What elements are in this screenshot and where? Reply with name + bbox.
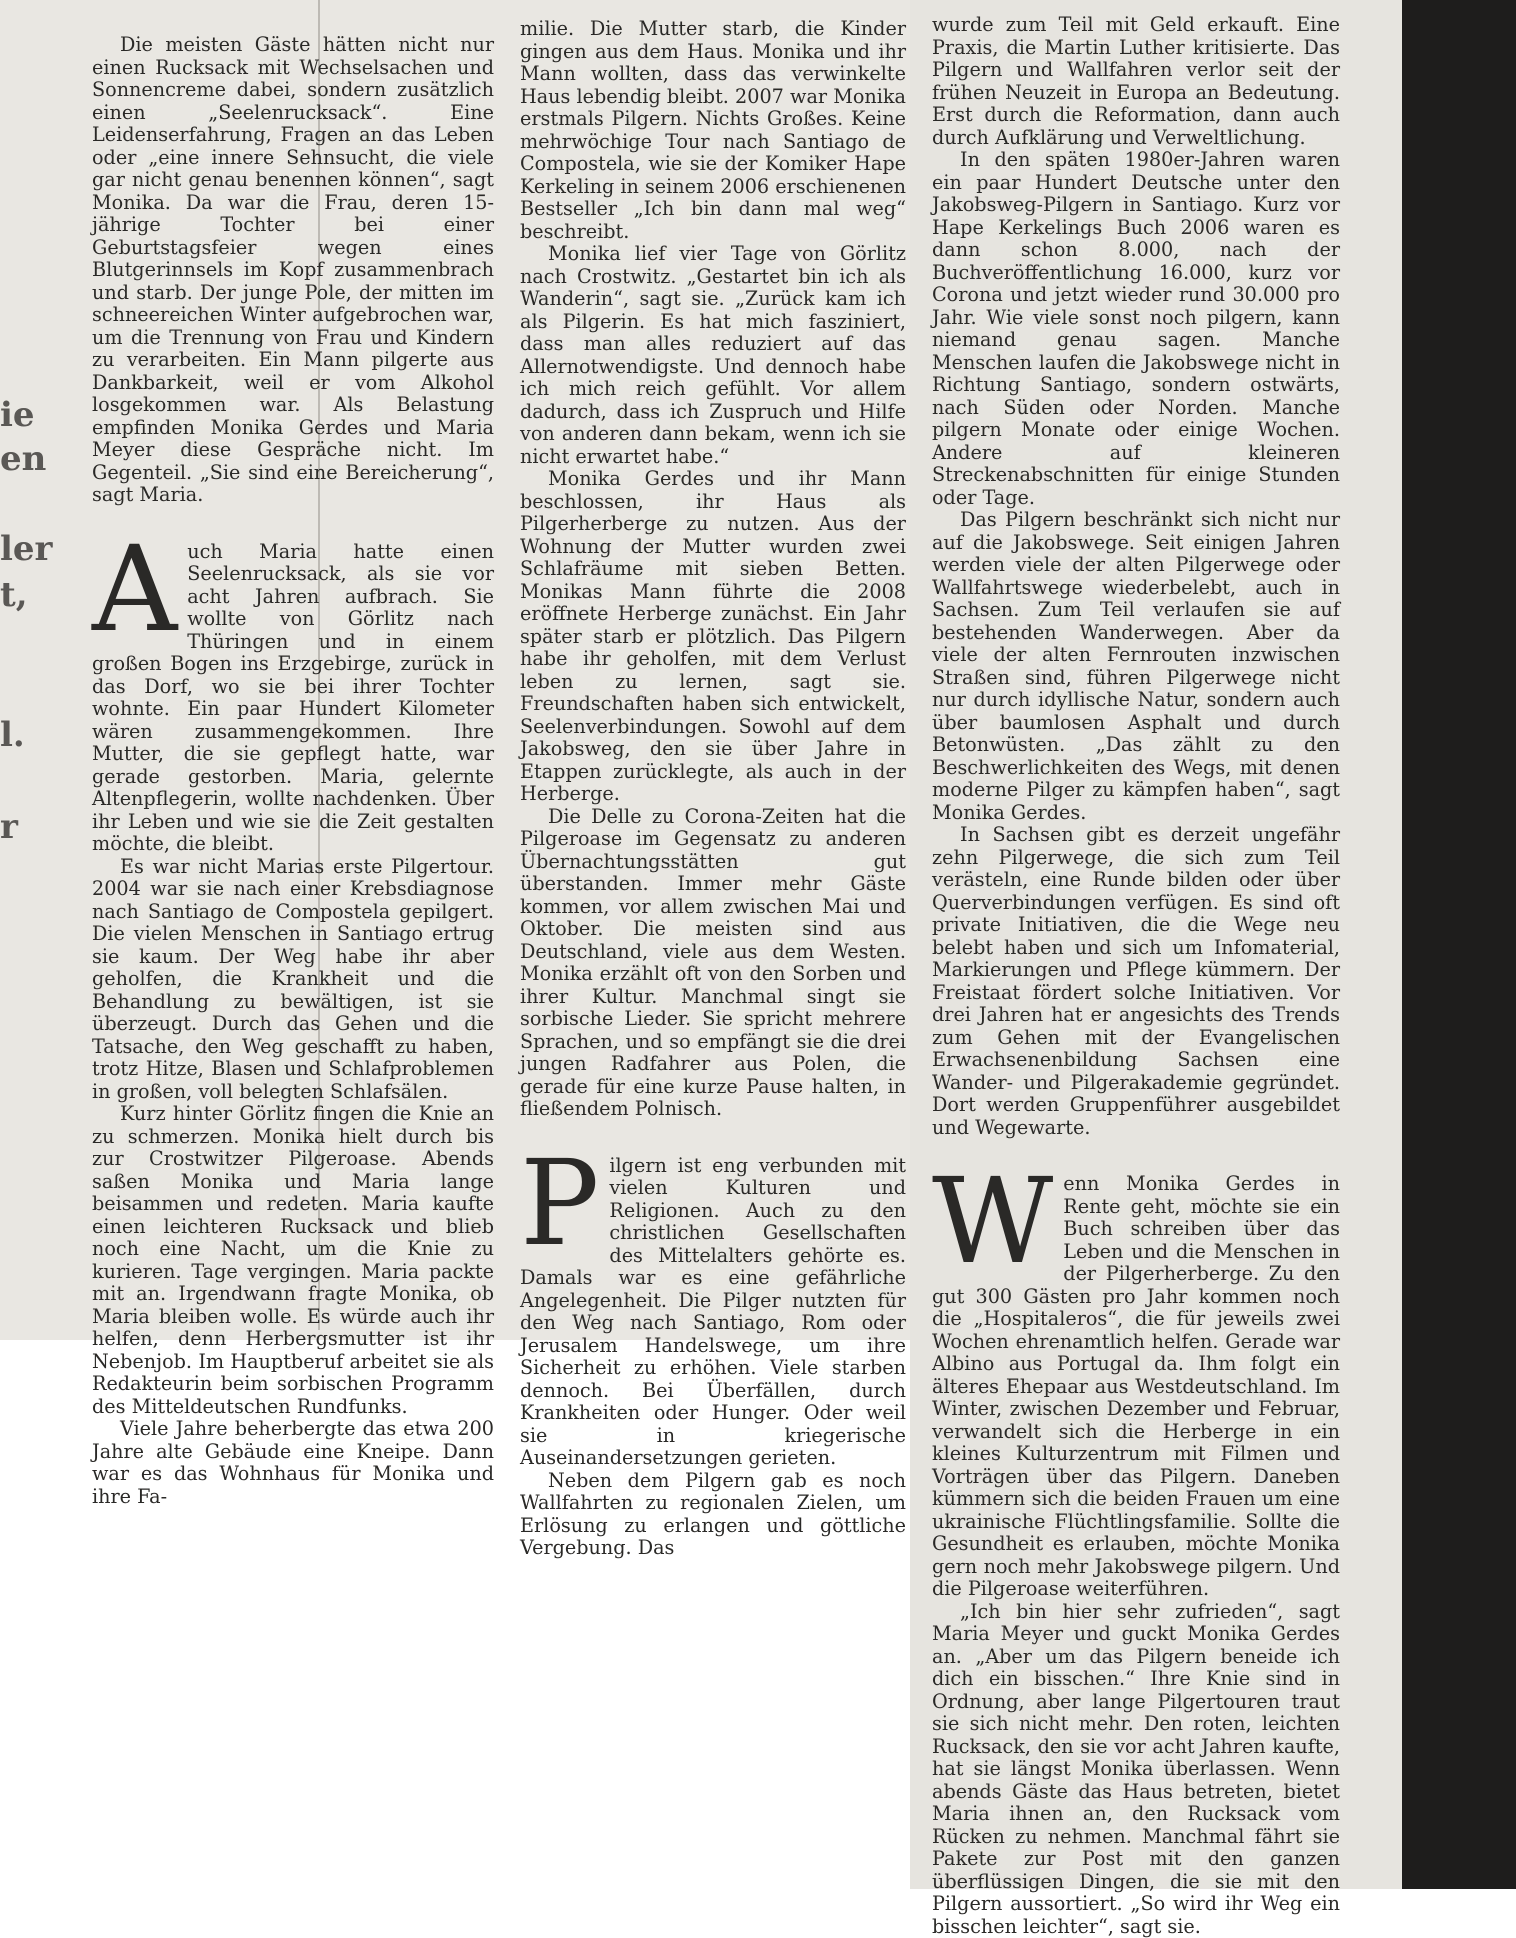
paragraph: In den späten 1980er-Jahren waren ein paar Hundert Deutsche unter den Jakobsweg-Pilgern in Santiago. Kurz vor Hape Kerkelings Buch 2006 waren es dann schon 8.000, nach der Buchveröffentlichung 16.000, kurz vor Corona und jetzt wieder rund 30.000 pro Jahr. Wie viele sonst noch pilgern, kann niemand genau sagen. Manche Menschen laufen die Jakobswege nicht in Richtung Santiago, sondern ostwärts, nach Süden oder Norden. Manche pilgern Monate oder einige Wochen. Andere auf kleineren Streckenabschnitten für einige Stunden oder Tage.	[932, 149, 1340, 509]
paragraph: In Sachsen gibt es derzeit ungefähr zehn Pilgerwege, die sich zum Teil verästeln, eine Runde bilden oder über Querverbindungen verfügen. Es sind oft private Initiativen, die die Wege neu belebt haben und sich um Infomaterial, Markierungen und Pflege kümmern. Der Freistaat fördert solche Initiativen. Vor drei Jahren hat er angesichts des Trends zum Gehen mit der Evangelischen Erwachsenenbildung Sachsen eine Wander- und Pilgerakademie gegründet. Dort werden Gruppenführer ausgebildet und Wegewarte.	[932, 824, 1340, 1139]
paragraph: Es war nicht Marias erste Pilgertour. 2004 war sie nach einer Krebsdiagnose nach Santiago de Compostela gepilgert. Die vielen Menschen in Santiago ertrug sie kaum. Der Weg habe ihr aber geholfen, die Krankheit und die Behandlung zu bewältigen, ist sie überzeugt. Durch das Gehen und die Tatsache, den Weg geschafft zu haben, trotz Hitze, Blasen und Schlafproblemen in großen, voll belegten Schlafsälen.	[92, 856, 494, 1104]
bleed-text: en	[0, 442, 50, 476]
paragraph: Die Delle zu Corona-Zeiten hat die Pilgeroase im Gegensatz zu anderen Übernachtungsstätten gut überstanden. Immer mehr Gäste kommen, vor allem zwischen Mai und Oktober. Die meisten sind aus Deutschland, viele aus dem Westen. Monika erzählt oft von den Sorben und ihrer Kultur. Manchmal singt sie sorbische Lieder. Sie spricht mehrere Sprachen, und so empfängt sie die drei jungen Radfahrer aus Polen, die gerade für eine kurze Pause halten, in fließendem Polnisch.	[520, 806, 906, 1121]
article-column-2	[520, 18, 906, 1560]
paragraph: Viele Jahre beherbergte das etwa 200 Jahre alte Gebäude eine Kneipe. Dann war es das Wohnhaus für Monika und ihre Fa-	[92, 1418, 494, 1508]
drop-cap: A	[92, 543, 177, 635]
paragraph: Monika lief vier Tage von Görlitz nach Crostwitz. „Gestartet bin ich als Wanderin“, sagt sie. „Zurück kam ich als Pilgerin. Es hat mich fasziniert, dass man alles reduziert auf das Allernotwendigste. Und dennoch habe ich mich reich gefühlt. Vor allem dadurch, dass ich Zuspruch und Hilfe von anderen dann bekam, wenn ich sie nicht erwartet habe.“	[520, 243, 906, 468]
article-column-3	[932, 14, 1340, 1938]
paragraph-text: uch Maria hatte einen Seelenrucksack, als sie vor acht Jahren aufbrach. Sie wollte von Görlitz nach Thüringen und in einem großen Bogen ins Erzgebirge, zurück in das Dorf, wo sie bei ihrer Tochter wohnte. Ein paar Hundert Kilometer wären zusammengekommen. Ihre Mutter, die sie gepflegt hatte, war gerade gestorben. Maria, gelernte Altenpflegerin, wollte nachdenken. Über ihr Leben und wie sie die Zeit gestalten möchte, die bleibt.	[92, 540, 494, 856]
paragraph: „Ich bin hier sehr zufrieden“, sagt Maria Meyer und guckt Monika Gerdes an. „Aber um das Pilgern beneide ich dich ein bisschen.“ Ihre Knie sind in Ordnung, aber lange Pilgertouren traut sie sich nicht mehr. Den roten, leichten Rucksack, den sie vor acht Jahren kaufte, hat sie längst Monika überlassen. Wenn abends Gäste das Haus betreten, bietet Maria ihnen an, den Rucksack vom Rücken zu nehmen. Manchmal fährt sie Pakete zur Post mit den ganzen überflüssigen Dingen, die sie mit den Pilgern aussortiert. „So wird ihr Weg ein bisschen leichter“, sagt sie.	[932, 1601, 1340, 1938]
paragraph: Kurz hinter Görlitz fingen die Knie an zu schmerzen. Monika hielt durch bis zur Crostwitzer Pilgeroase. Abends saßen Monika und Maria lange beisammen und redeten. Maria kaufte einen leichteren Rucksack und blieb noch eine Nacht, um die Knie zu kurieren. Tage vergingen. Maria packte mit an. Irgendwann fragte Monika, ob Maria bleiben wolle. Es würde auch ihr helfen, denn Herbergsmutter ist ihr Nebenjob. Im Hauptberuf arbeitet sie als Redakteurin beim sorbischen Programm des Mitteldeutschen Rundfunks.	[92, 1103, 494, 1418]
bleed-text: ie	[0, 398, 50, 432]
paragraph	[92, 541, 494, 856]
paragraph-text: ilgern ist eng verbunden mit vielen Kulturen und Religionen. Auch zu den christlichen Gesellschaften des Mittelalters gehörte es. Damals war es eine gefährliche Angelegenheit. Die Pilger nutzten für den Weg nach Santiago, Rom oder Jerusalem Handelswege, um ihre Sicherheit zu erhöhen. Viele starben dennoch. Bei Überfällen, durch Krankheiten oder Hunger. Oder weil sie in kriegerische Auseinandersetzungen gerieten.	[520, 1154, 906, 1470]
bleed-text: r	[0, 810, 50, 844]
paragraph: milie. Die Mutter starb, die Kinder gingen aus dem Haus. Monika und ihr Mann wollten, dass das verwinkelte Haus lebendig bleibt. 2007 war Monika erstmals Pilgern. Nichts Großes. Keine mehrwöchige Tour nach Santiago de Compostela, wie sie der Komiker Hape Kerkeling in seinem 2006 erschienenen Bestseller „Ich bin dann mal weg“ beschreibt.	[520, 18, 906, 243]
bleed-text: ler	[0, 532, 50, 566]
paragraph	[932, 1173, 1340, 1601]
article-column-1	[92, 34, 494, 1508]
bleed-text: l.	[0, 718, 50, 752]
paragraph: Neben dem Pilgern gab es noch Wallfahrten zu regionalen Zielen, um Erlösung zu erlangen und göttliche Vergebung. Das	[520, 1470, 906, 1560]
paragraph: wurde zum Teil mit Geld erkauft. Eine Praxis, die Martin Luther kritisierte. Das Pilgern und Wallfahren verlor seit der frühen Neuzeit in Europa an Bedeutung. Erst durch die Reformation, dann auch durch Aufklärung und Verweltlichung.	[932, 14, 1340, 149]
paragraph: Das Pilgern beschränkt sich nicht nur auf die Jakobswege. Seit einigen Jahren werden viele der alten Pilgerwege oder Wallfahrtswege wiederbelebt, auch in Sachsen. Zum Teil verlaufen sie auf bestehenden Wanderwegen. Aber da viele der alten Fernrouten inzwischen Straßen sind, führen Pilgerwege nicht nur durch idyllische Natur, sondern auch über baumlosen Asphalt und durch Betonwüsten. „Das zählt zu den Beschwerlichkeiten des Wegs, mit denen moderne Pilger zu kämpfen haben“, sagt Monika Gerdes.	[932, 509, 1340, 824]
paragraph	[520, 1155, 906, 1470]
drop-cap: W	[932, 1175, 1053, 1267]
drop-cap: P	[520, 1157, 599, 1249]
paragraph: Monika Gerdes und ihr Mann beschlossen, ihr Haus als Pilgerherberge zu nutzen. Aus der Wohnung der Mutter wurden zwei Schlafräume mit sieben Betten. Monikas Mann führte die 2008 eröffnete Herberge zunächst. Ein Jahr später starb er plötzlich. Das Pilgern habe ihr geholfen, mit dem Verlust leben zu lernen, sagt sie. Freundschaften haben sich entwickelt, Seelenverbindungen. Sowohl auf dem Jakobsweg, den sie über Jahre in Etappen zurücklegte, als auch in der Herberge.	[520, 468, 906, 806]
paragraph: Die meisten Gäste hätten nicht nur einen Rucksack mit Wechselsachen und Sonnencreme dabei, sondern zusätzlich einen „Seelenrucksack“. Eine Leidenserfahrung, Fragen an das Leben oder „eine innere Sehnsucht, die viele gar nicht genau benennen können“, sagt Monika. Da war die Frau, deren 15-jährige Tochter bei einer Geburtstagsfeier wegen eines Blutgerinnsels im Kopf zusammenbrach und starb. Der junge Pole, der mitten im schneereichen Winter aufgebrochen war, um die Trennung von Frau und Kindern zu verarbeiten. Ein Mann pilgerte aus Dankbarkeit, weil er vom Alkohol losgekommen war. Als Belastung empfinden Monika Gerdes und Maria Meyer diese Gespräche nicht. Im Gegenteil. „Sie sind eine Bereicherung“, sagt Maria.	[92, 34, 494, 507]
dark-background	[1402, 0, 1516, 1889]
paragraph-text: enn Monika Gerdes in Rente geht, möchte sie ein Buch schreiben über das Leben und die Menschen in der Pilgerherberge. Zu den gut 300 Gästen pro Jahr kommen noch die „Hospitaleros“, die für jeweils zwei Wochen ehrenamtlich helfen. Gerade war Albino aus Portugal da. Ihm folgt ein älteres Ehepaar aus Westdeutschland. Im Winter, zwischen Dezember und Februar, verwandelt sich die Herberge in ein kleines Kulturzentrum mit Filmen und Vorträgen über das Pilgern. Daneben kümmern sich die beiden Frauen um eine ukrainische Flüchtlingsfamilie. Sollte die Gesundheit es erlauben, möchte Monika gern noch mehr Jakobswege pilgern. Und die Pilgeroase weiterführen.	[932, 1172, 1340, 1600]
bleed-text: t,	[0, 578, 50, 612]
